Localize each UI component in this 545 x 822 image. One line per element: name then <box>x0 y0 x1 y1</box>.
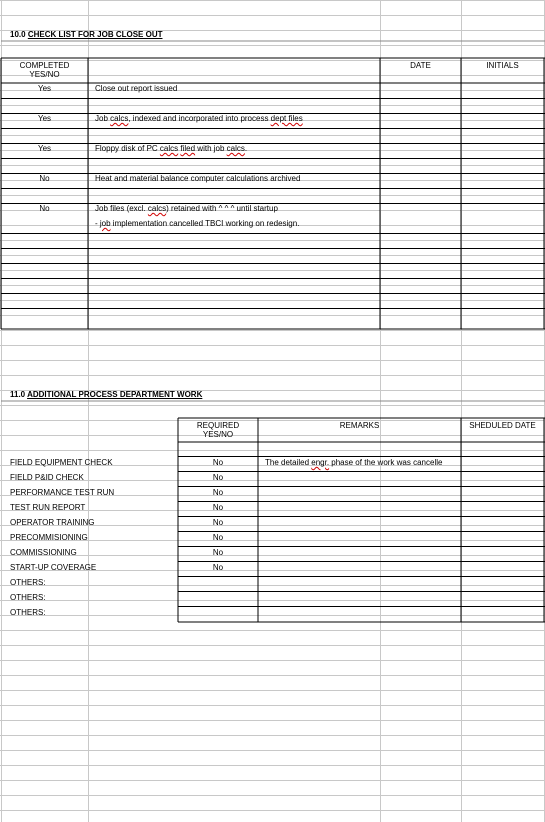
work-item-label: OTHERS: <box>10 608 46 617</box>
row3-item: Floppy disk of PC calcs filed with job calcs. <box>95 144 248 153</box>
row5-completed: No <box>39 204 50 213</box>
required-header: REQUIRED YES/NO <box>196 421 240 439</box>
work-item-required: No <box>212 458 224 467</box>
work-item-label: OTHERS: <box>10 593 46 602</box>
work-item-label: PERFORMANCE TEST RUN <box>10 488 115 497</box>
work-item-label: START-UP COVERAGE <box>10 563 97 572</box>
row5-note: - job implementation cancelled TBCI working on redesign. <box>95 219 300 228</box>
scheduled-date-header: SHEDULED DATE <box>469 421 536 430</box>
section-title: CHECK LIST FOR JOB CLOSE OUT <box>27 30 163 39</box>
work-item-required: No <box>212 518 224 527</box>
section-number: 10.0 <box>10 30 26 39</box>
work-item-required: No <box>212 473 224 482</box>
work-item-remark: The detailed engr. phase of the work was cancelle <box>265 458 443 467</box>
remarks-header: REMARKS <box>339 421 380 430</box>
initials-header: INITIALS <box>486 61 519 70</box>
work-item-label: PRECOMMISIONING <box>10 533 88 542</box>
work-item-required: No <box>212 488 224 497</box>
row1-completed: Yes <box>37 84 52 93</box>
work-item-label: TEST RUN REPORT <box>10 503 86 512</box>
section-10-heading <box>10 30 162 39</box>
work-item-required: No <box>212 503 224 512</box>
work-item-label: OPERATOR TRAINING <box>10 518 95 527</box>
row2-item: Job calcs, indexed and incorporated into process dept files <box>95 114 303 123</box>
work-item-required: No <box>212 563 224 572</box>
row3-completed: Yes <box>37 144 52 153</box>
completed-header: COMPLETED YES/NO <box>19 61 70 79</box>
work-item-label: COMMISSIONING <box>10 548 77 557</box>
work-item-label: FIELD EQUIPMENT CHECK <box>10 458 113 467</box>
section-title: ADDITIONAL PROCESS DEPARTMENT WORK <box>27 390 203 399</box>
work-item-required: No <box>212 548 224 557</box>
work-item-label: OTHERS: <box>10 578 46 587</box>
date-header: DATE <box>410 61 431 70</box>
row4-completed: No <box>39 174 50 183</box>
row4-item: Heat and material balance computer calculations archived <box>95 174 301 183</box>
section-11-heading <box>10 390 202 399</box>
section-number: 11.0 <box>10 390 26 399</box>
row5-item: Job files (excl. calcs) retained with ^ ^ ^ until startup <box>95 204 278 213</box>
row2-completed: Yes <box>37 114 52 123</box>
work-item-required: No <box>212 533 224 542</box>
row1-item: Close out report issued <box>95 84 178 93</box>
work-item-label: FIELD P&ID CHECK <box>10 473 84 482</box>
